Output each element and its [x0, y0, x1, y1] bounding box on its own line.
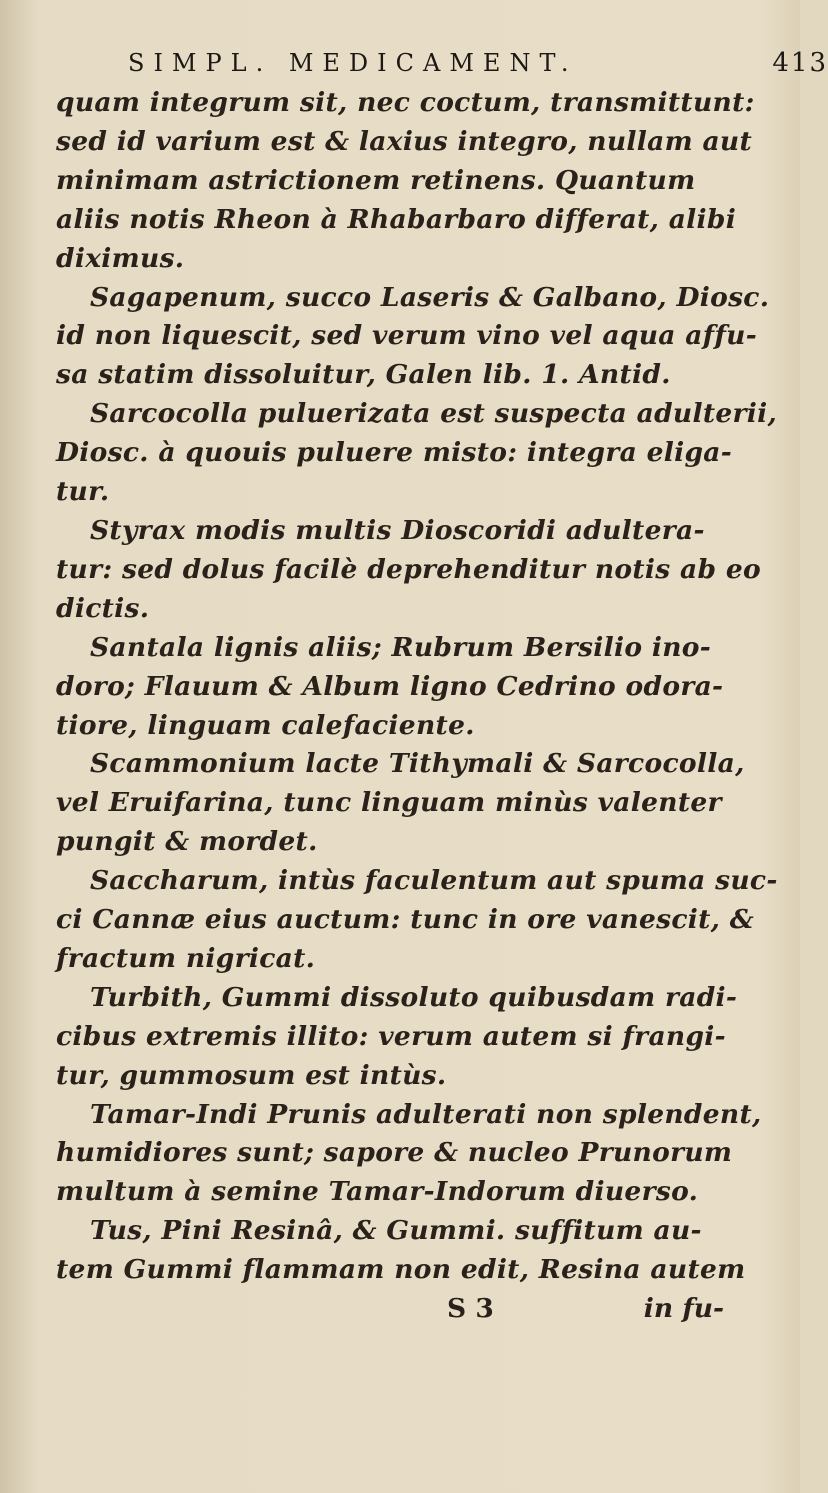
text-line: multum à semine Tamar-Indorum diuerso.	[56, 1176, 699, 1208]
text-line: aliis notis Rheon à Rhabarbaro differat, alibi	[56, 203, 737, 235]
text-line: minimam astrictionem retinens. Quantum	[56, 164, 696, 196]
text-line: tem Gummi flammam non edit, Resina autem	[56, 1254, 746, 1286]
text-line: Styrax modis multis Dioscoridi adultera-	[90, 514, 705, 546]
text-line: Tamar-Indi Prunis adulterati non splendent,	[90, 1098, 762, 1130]
text-line: diximus.	[56, 242, 185, 274]
signature-mark: S 3	[446, 1293, 494, 1325]
text-line: sed id varium est & laxius integro, nullam aut	[56, 125, 753, 157]
text-line: Sagapenum, succo Laseris & Galbano, Diosc.	[90, 281, 770, 313]
text-line: id non liquescit, sed verum vino vel aqua affu-	[56, 320, 758, 352]
text-line: Saccharum, intùs faculentum aut spuma suc-	[90, 865, 778, 897]
text-line: humidiores sunt; sapore & nucleo Prunorum	[56, 1137, 733, 1169]
text-line: ci Cannæ eius auctum: tunc in ore vanescit, &	[56, 904, 754, 936]
text-line: Scammonium lacte Tithymali & Sarcocolla,	[90, 748, 745, 780]
text-line: tur.	[56, 476, 110, 508]
text-column	[56, 84, 778, 1290]
text-line: sa statim dissoluitur, Galen lib. 1. Antid.	[56, 359, 671, 391]
running-title: SIMPL. MEDICAMENT.	[128, 49, 578, 77]
text-line: Diosc. à quouis puluere misto: integra eliga-	[56, 437, 733, 469]
running-head	[128, 48, 828, 78]
page-number: 413	[772, 48, 828, 78]
text-line: tiore, linguam calefaciente.	[56, 709, 475, 741]
text-line: Santala lignis aliis; Rubrum Bersilio ino-	[90, 631, 712, 663]
text-line: quam integrum sit, nec coctum, transmittunt:	[56, 87, 755, 118]
text-line: fractum nigricat.	[56, 942, 316, 974]
text-line: doro; Flauum & Album ligno Cedrino odora-	[56, 670, 724, 702]
text-line: tur: sed dolus facilè deprehenditur notis ab eo	[56, 553, 762, 585]
text-line: Sarcocolla puluerizata est suspecta adulterii,	[90, 398, 778, 430]
text-line: Turbith, Gummi dissoluto quibusdam radi-	[90, 981, 738, 1013]
page-footer	[56, 1290, 756, 1329]
text-line: vel Eruifarina, tunc linguam minùs valenter	[56, 787, 722, 819]
text-line: Tus, Pini Resinâ, & Gummi. suffitum au-	[90, 1215, 702, 1247]
text-line: dictis.	[56, 592, 150, 624]
text-line: cibus extremis illito: verum autem si frangi-	[56, 1020, 726, 1052]
text-line: tur, gummosum est intùs.	[56, 1059, 447, 1091]
catchword: in fu-	[643, 1293, 724, 1325]
text-line: pungit & mordet.	[56, 826, 318, 858]
